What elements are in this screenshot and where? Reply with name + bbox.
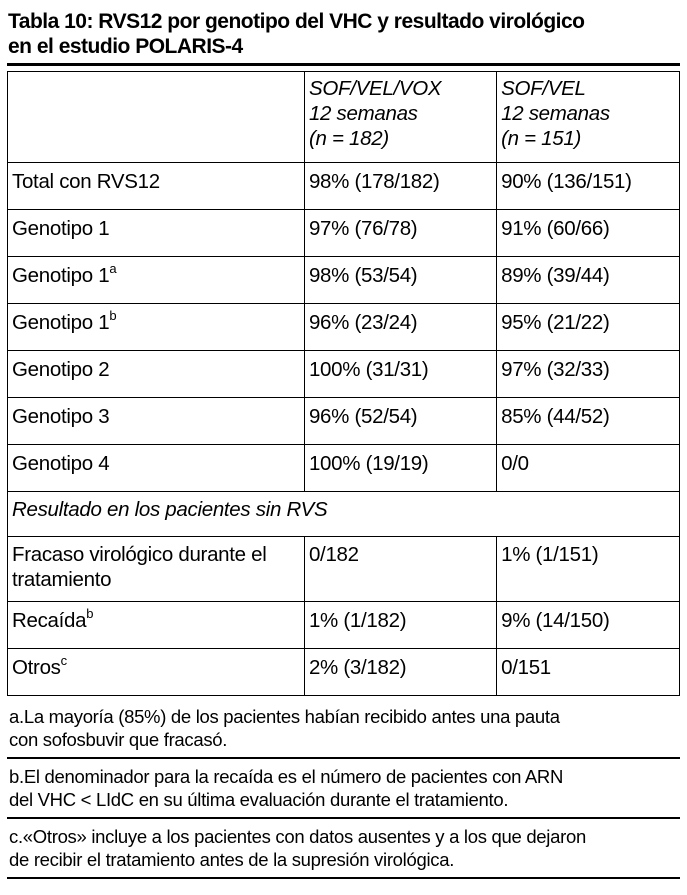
row-value-sof-vel: 0/0 — [497, 445, 680, 492]
row-label — [8, 537, 305, 602]
row-value-sof-vel: 89% (39/44) — [497, 257, 680, 304]
row-value-sof-vel: 9% (14/150) — [497, 602, 680, 649]
row-value-sof-vel-vox: 98% (178/182) — [304, 163, 496, 210]
table-row — [8, 445, 680, 492]
row-label-text: Genotipo 2 — [12, 358, 110, 381]
row-label — [8, 445, 305, 492]
footnote-b-line-1: b.El denominador para la recaída es el número de pacientes con ARN — [9, 766, 564, 787]
row-value-sof-vel-vox: 98% (53/54) — [304, 257, 496, 304]
table-row — [8, 210, 680, 257]
footnote-c-line-1: c.«Otros» incluye a los pacientes con datos ausentes y a los que dejaron — [9, 826, 586, 847]
footnote-a-line-2: con sofosbuvir que fracasó. — [9, 729, 228, 750]
row-label — [8, 304, 305, 351]
row-value-sof-vel-vox: 100% (19/19) — [304, 445, 496, 492]
row-label-text: Genotipo 3 — [12, 405, 110, 428]
table-row — [8, 649, 680, 696]
header-sof-vel-vox — [304, 72, 496, 163]
section-label: Resultado en los pacientes sin RVS — [8, 492, 680, 537]
footnote-a — [7, 696, 680, 759]
table-row — [8, 537, 680, 602]
table-row — [8, 398, 680, 445]
footnote-b — [7, 759, 680, 819]
header-sof-vel-vox-line-3: (n = 182) — [308, 127, 389, 150]
header-sof-vel-vox-line-1: SOF/VEL/VOX — [308, 77, 442, 100]
row-label-line-2: tratamiento — [12, 568, 112, 591]
row-value-sof-vel-vox: 0/182 — [304, 537, 496, 602]
header-sof-vel-vox-line-2: 12 semanas — [308, 102, 418, 125]
header-sof-vel-line-1: SOF/VEL — [501, 77, 586, 100]
row-label-text: Genotipo 4 — [12, 452, 110, 475]
row-value-sof-vel: 91% (60/66) — [497, 210, 680, 257]
row-label-text: Recaída — [12, 609, 87, 632]
row-label-text: Otros — [12, 656, 61, 679]
table-row — [8, 163, 680, 210]
table-header-row — [8, 72, 680, 163]
row-label — [8, 210, 305, 257]
row-value-sof-vel-vox: 96% (23/24) — [304, 304, 496, 351]
row-value-sof-vel-vox: 97% (76/78) — [304, 210, 496, 257]
row-value-sof-vel-vox: 2% (3/182) — [304, 649, 496, 696]
document-page — [7, 9, 680, 879]
row-value-sof-vel: 90% (136/151) — [497, 163, 680, 210]
table-row — [8, 351, 680, 398]
row-label-text: Total con RVS12 — [12, 170, 160, 193]
row-label — [8, 602, 305, 649]
row-label-text: Genotipo 1 — [12, 217, 110, 240]
row-label — [8, 257, 305, 304]
table-title — [8, 9, 680, 59]
row-label-superscript: b — [109, 308, 117, 323]
row-label — [8, 163, 305, 210]
row-value-sof-vel: 1% (1/151) — [497, 537, 680, 602]
row-label — [8, 351, 305, 398]
table-row — [8, 257, 680, 304]
row-label-text: Genotipo 1 — [12, 264, 110, 287]
table-row — [8, 304, 680, 351]
section-header-row — [8, 492, 680, 537]
footnote-a-line-1: a.La mayoría (85%) de los pacientes habían recibido antes una pauta — [9, 706, 560, 727]
row-label-text: Genotipo 1 — [12, 311, 110, 334]
row-label-superscript: c — [60, 653, 67, 668]
table-row — [8, 602, 680, 649]
row-label-superscript: b — [86, 606, 94, 621]
row-value-sof-vel-vox: 96% (52/54) — [304, 398, 496, 445]
row-value-sof-vel: 95% (21/22) — [497, 304, 680, 351]
row-value-sof-vel: 85% (44/52) — [497, 398, 680, 445]
row-label — [8, 398, 305, 445]
footnote-b-line-2: del VHC < LIdC en su última evaluación durante el tratamiento. — [9, 789, 509, 810]
table-title-line-2: en el estudio POLARIS-4 — [8, 35, 243, 58]
row-value-sof-vel-vox: 100% (31/31) — [304, 351, 496, 398]
row-label — [8, 649, 305, 696]
results-table — [7, 71, 680, 696]
table-container — [7, 63, 680, 696]
row-value-sof-vel: 97% (32/33) — [497, 351, 680, 398]
row-value-sof-vel: 0/151 — [497, 649, 680, 696]
footnote-c-line-2: de recibir el tratamiento antes de la supresión virológica. — [9, 849, 455, 870]
header-sof-vel-line-3: (n = 151) — [501, 127, 582, 150]
row-label-line-1: Fracaso virológico durante el — [12, 543, 267, 566]
table-title-line-1: Tabla 10: RVS12 por genotipo del VHC y resultado virológico — [8, 10, 585, 33]
row-value-sof-vel-vox: 1% (1/182) — [304, 602, 496, 649]
header-sof-vel — [497, 72, 680, 163]
footnote-c — [7, 819, 680, 879]
row-label-superscript: a — [109, 261, 117, 276]
header-sof-vel-line-2: 12 semanas — [501, 102, 610, 125]
header-empty-cell — [8, 72, 305, 163]
